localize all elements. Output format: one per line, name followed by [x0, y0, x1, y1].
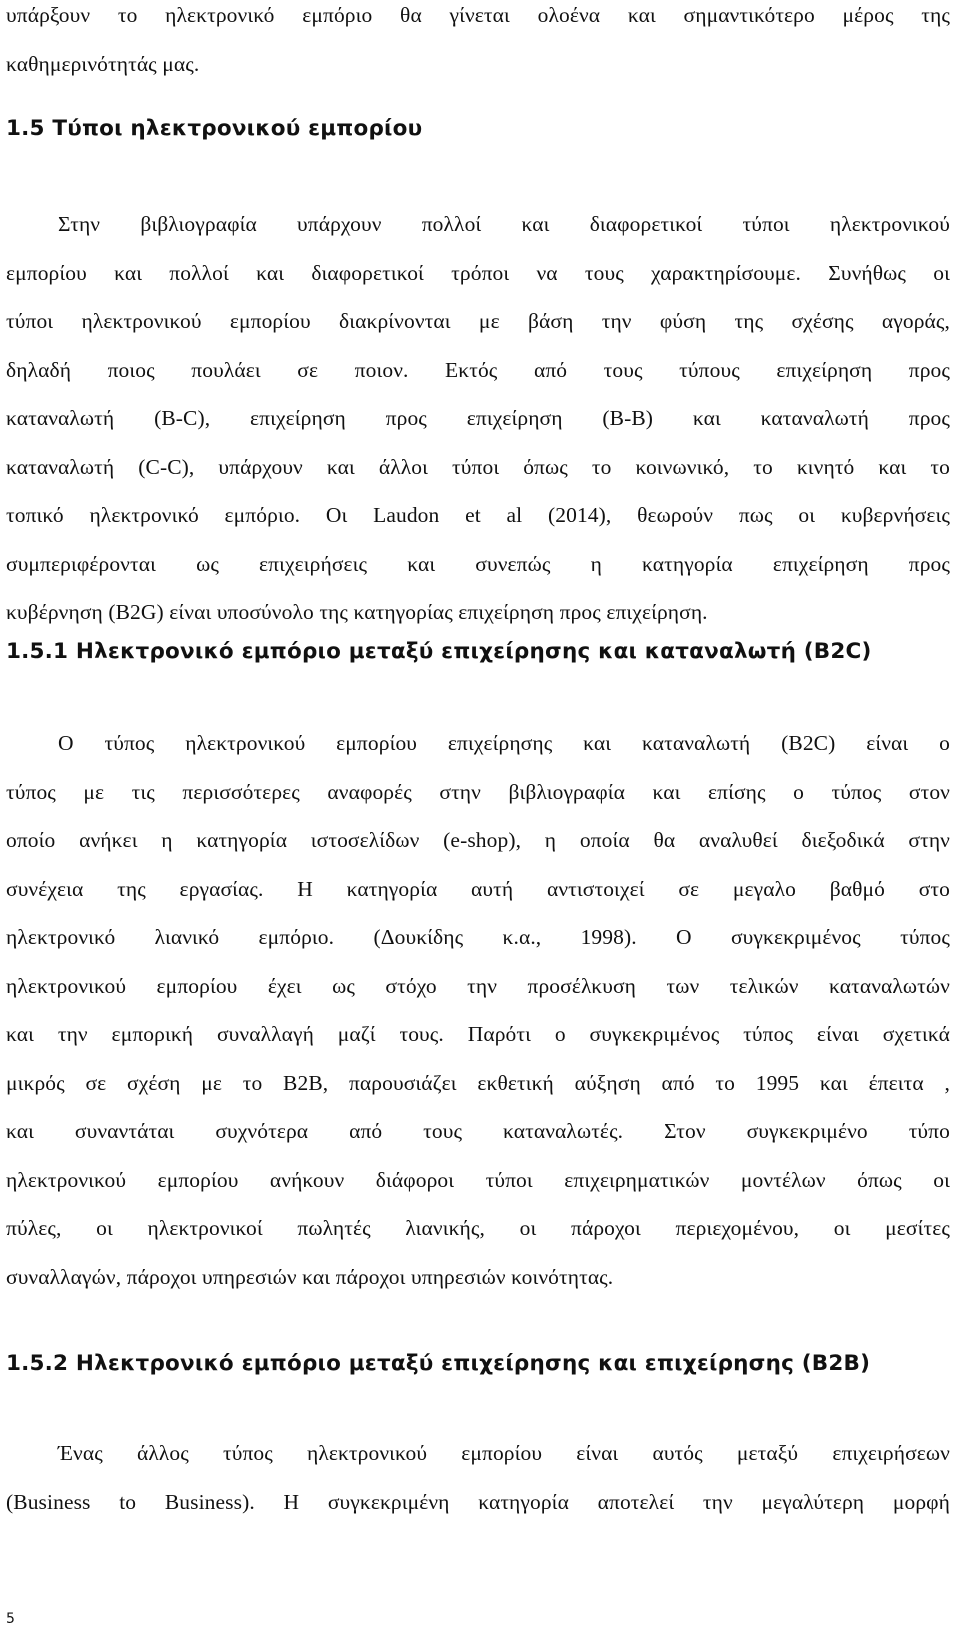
paragraph-line: τύπος με τις περισσότερες αναφορές στην βιβλιογραφία και επίσης ο τύπος στον [6, 779, 950, 804]
paragraph-line: πύλες, οι ηλεκτρονικοί πωλητές λιανικής, οι πάροχοι περιεχομένου, οι μεσίτες [6, 1216, 950, 1240]
section-1-5-paragraph [6, 200, 950, 637]
paragraph-line: ηλεκτρονικού εμπορίου ανήκουν διάφοροι τύποι επιχειρηματικών μοντέλων όπως οι [6, 1167, 950, 1192]
paragraph-line: και συναντάται συχνότερα από τους καταναλωτές. Στον συγκεκριμένο τύπο [6, 1119, 950, 1143]
paragraph-line: συμπεριφέρονται ως επιχειρήσεις και συνεπώς η κατηγορία επιχείρηση προς [6, 551, 950, 576]
paragraph-line: ηλεκτρονικού εμπορίου έχει ως στόχο την προσέλκυση των τελικών καταναλωτών [6, 973, 950, 998]
paragraph-line: καταναλωτή (B-C), επιχείρηση προς επιχείρηση (B-B) και καταναλωτή προς [6, 406, 950, 430]
paragraph-line: εμπορίου και πολλοί και διαφορετικοί τρόποι να τους χαρακτηρίσουμε. Συνήθως οι [6, 260, 950, 285]
paragraph-line: τύποι ηλεκτρονικού εμπορίου διακρίνονται με βάση την φύση της σχέσης αγοράς, [6, 309, 950, 333]
section-heading-1-5-1: 1.5.1 Ηλεκτρονικό εμπόριο μεταξύ επιχείρησης και καταναλωτή (B2C) [6, 639, 872, 664]
paragraph-line: και την εμπορική συναλλαγή μαζί τους. Παρότι ο συγκεκριμένος τύπος είναι σχετικά [6, 1022, 950, 1046]
paragraph-line: Ο τύπος ηλεκτρονικού εμπορίου επιχείρησης και καταναλωτή (B2C) είναι ο [58, 731, 950, 755]
paragraph-line: Ένας άλλος τύπος ηλεκτρονικού εμπορίου είναι αυτός μεταξύ επιχειρήσεων [58, 1441, 950, 1465]
section-heading-1-5: 1.5 Τύποι ηλεκτρονικού εμπορίου [6, 116, 423, 141]
paragraph-line: συναλλαγών, πάροχοι υπηρεσιών και πάροχοι υπηρεσιών κοινότητας. [6, 1264, 614, 1289]
paragraph-line: μικρός σε σχέση με το B2B, παρουσιάζει εκθετική αύξηση από το 1995 και έπειτα , [6, 1070, 950, 1095]
paragraph-line: καθημερινότητάς μας. [6, 51, 200, 76]
paragraph-line: συνέχεια της εργασίας. Η κατηγορία αυτή αντιστοιχεί σε μεγαλο βαθμό στο [6, 876, 950, 901]
section-1-5-2-paragraph [6, 1429, 950, 1526]
page-number: 5 [6, 1611, 15, 1627]
paragraph-line: δηλαδή ποιος πουλάει σε ποιον. Εκτός από τους τύπους επιχείρηση προς [6, 357, 950, 382]
section-1-5-1-paragraph [6, 719, 950, 1301]
paragraph-line: υπάρξουν το ηλεκτρονικό εμπόριο θα γίνεται ολοένα και σημαντικότερο μέρος της [6, 3, 950, 27]
paragraph-line: Στην βιβλιογραφία υπάρχουν πολλοί και διαφορετικοί τύποι ηλεκτρονικού [58, 212, 950, 236]
paragraph-line: οποίο ανήκει η κατηγορία ιστοσελίδων (e-shop), η οποία θα αναλυθεί διεξοδικά στην [6, 828, 950, 852]
paragraph-line: (Business to Business). Η συγκεκριμένη κατηγορία αποτελεί την μεγαλύτερη μορφή [6, 1489, 950, 1514]
intro-paragraph [6, 0, 950, 88]
section-heading-1-5-2: 1.5.2 Ηλεκτρονικό εμπόριο μεταξύ επιχείρησης και επιχείρησης (B2B) [6, 1351, 871, 1376]
paragraph-line: τοπικό ηλεκτρονικό εμπόριο. Οι Laudon et al (2014), θεωρούν πως οι κυβερνήσεις [6, 503, 950, 527]
paragraph-line: καταναλωτή (C-C), υπάρχουν και άλλοι τύποι όπως το κοινωνικό, το κινητό και το [6, 454, 950, 479]
paragraph-line: κυβέρνηση (B2G) είναι υποσύνολο της κατηγορίας επιχείρηση προς επιχείρηση. [6, 600, 708, 624]
paragraph-line: ηλεκτρονικό λιανικό εμπόριο. (Δουκίδης κ.α., 1998). Ο συγκεκριμένος τύπος [6, 925, 950, 949]
